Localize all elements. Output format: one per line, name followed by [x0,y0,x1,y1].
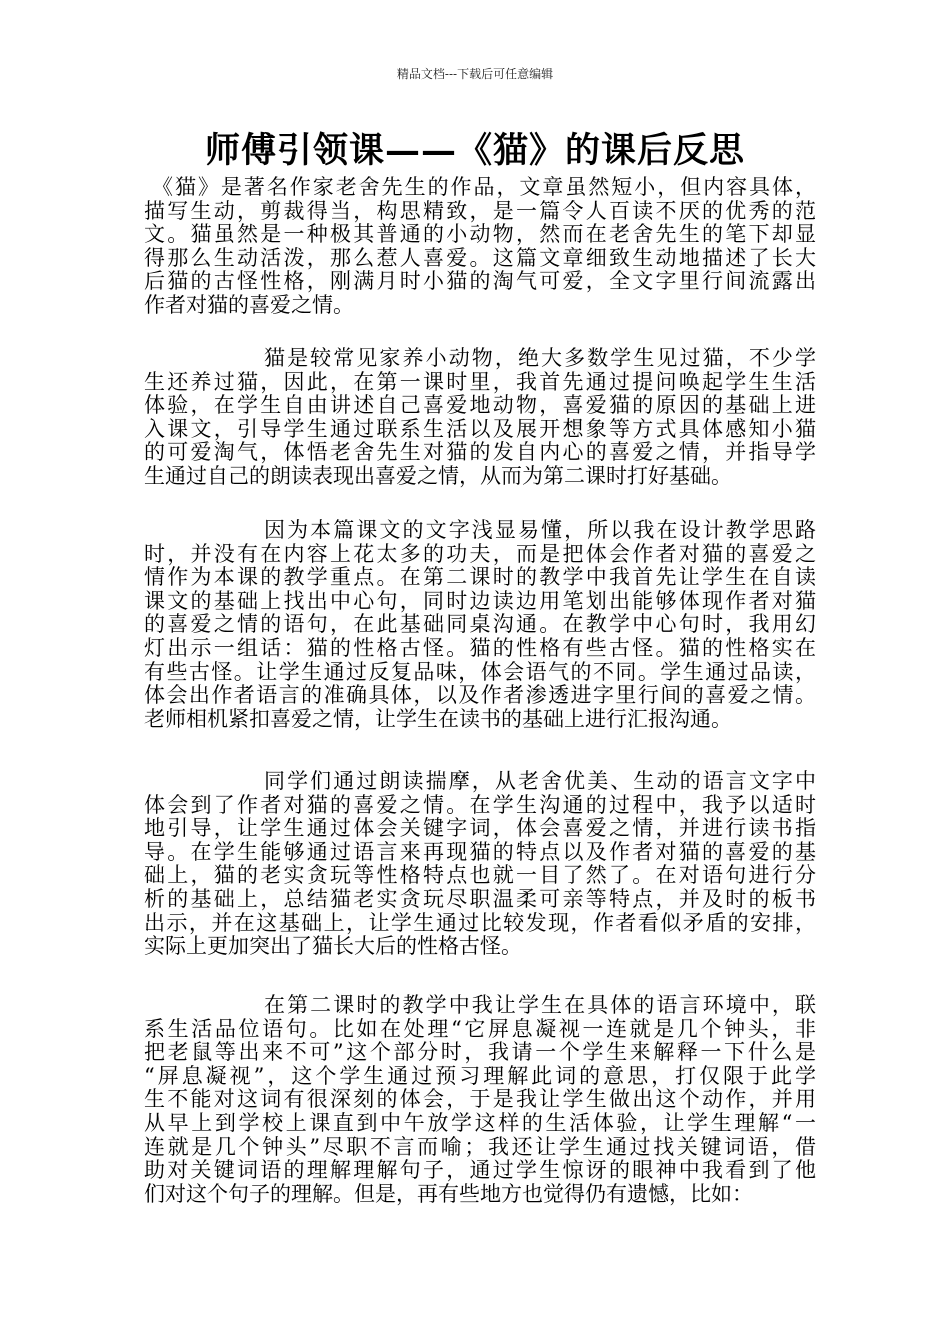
page-header: 精品文档---下载后可任意编辑 [396,67,554,81]
paragraph-line: 猫是较常见家养小动物，绝大多数学生见过猫，不少学 [264,346,816,370]
paragraph-line: 助对关键词语的理解理解句子，通过学生惊讶的眼神中我看到了他 [144,1158,816,1183]
paragraph-line: 导。在学生能够通过语言来再现猫的特点以及作者对猫的喜爱的基 [144,839,816,864]
paragraph-line: 生不能对这词有很深刻的体会，于是我让学生做出这个动作，并用 [144,1087,816,1112]
paragraph-line: 作者对猫的喜爱之情。 [144,292,354,317]
paragraph-2 [144,347,816,489]
paragraph-line: 课文的基础上找出中心句，同时边读边用笔划出能够体现作者对猫 [144,588,816,613]
paragraph-line: 体会到了作者对猫的喜爱之情。在学生沟通的过程中，我予以适时 [144,792,816,817]
paragraph-line: 灯出示一组话：猫的性格古怪。猫的性格有些古怪。猫的性格实在 [144,635,816,660]
paragraph-line: 《猫》是著名作家老舍先生的作品，文章虽然短小，但内容具体， [152,175,816,199]
paragraph-line: 有些古怪。让学生通过反复品味，体会语气的不同。学生通过品读， [144,659,816,684]
paragraph-line: 时，并没有在内容上花太多的功夫，而是把体会作者对猫的喜爱之 [144,541,816,566]
paragraph-line: 系生活品位语句。比如在处理“它屏息凝视一连就是几个钟头，非 [144,1016,816,1041]
paragraph-3 [144,519,816,731]
paragraph-line: 的可爱淘气，体悟老舍先生对猫的发自内心的喜爱之情，并指导学 [144,440,816,465]
paragraph-line: 从早上到学校上课直到中午放学这样的生活体验，让学生理解“一 [144,1110,816,1135]
paragraph-line: 地引导，让学生通过体会关键字词，体会喜爱之情，并进行读书指 [144,816,816,841]
paragraph-1 [144,176,816,318]
paragraph-line: “屏息凝视”，这个学生通过预习理解此词的意思，打仅限于此学 [144,1063,816,1088]
paragraph-line: 出示，并在这基础上，让学生通过比较发现，作者看似矛盾的安排， [144,910,816,935]
paragraph-line: 连就是几个钟头”尽职不言而喻；我还让学生通过找关键词语，借 [144,1134,816,1159]
paragraph-line: 得那么生动活泼，那么惹人喜爱。这篇文章细致生动地描述了长大 [144,245,816,270]
paragraph-line: 因为本篇课文的文字浅显易懂，所以我在设计教学思路 [264,518,816,542]
paragraph-line: 在第二课时的教学中我让学生在具体的语言环境中，联 [264,993,816,1017]
paragraph-line: 础上，猫的老实贪玩等性格特点也就一目了然了。在对语句进行分 [144,863,816,888]
paragraph-line: 文。猫虽然是一种极其普通的小动物，然而在老舍先生的笔下却显 [144,222,816,247]
paragraph-line: 把老鼠等出来不可”这个部分时，我请一个学生来解释一下什么是 [144,1040,816,1065]
paragraph-5 [144,994,816,1206]
paragraph-line: 情作为本课的教学重点。在第二课时的教学中我首先让学生在自读 [144,565,816,590]
paragraph-line: 后猫的古怪性格，刚满月时小猫的淘气可爱，全文字里行间流露出 [144,269,816,294]
paragraph-line: 生还养过猫，因此，在第一课时里，我首先通过提问唤起学生生活 [144,369,816,394]
paragraph-line: 体验，在学生自由讲述自己喜爱地动物，喜爱猫的原因的基础上进 [144,393,816,418]
paragraph-line: 实际上更加突出了猫长大后的性格古怪。 [144,934,522,959]
paragraph-line: 体会出作者语言的准确具体，以及作者渗透进字里行间的喜爱之情。 [144,683,816,708]
paragraph-line: 的喜爱之情的语句，在此基础同桌沟通。在教学中心句时，我用幻 [144,612,816,637]
paragraph-line: 析的基础上，总结猫老实贪玩尽职温柔可亲等特点，并及时的板书 [144,886,816,911]
paragraph-4 [144,770,816,959]
paragraph-line: 老师相机紧扣喜爱之情，让学生在读书的基础上进行汇报沟通。 [144,706,732,731]
paragraph-line: 描写生动，剪裁得当，构思精致，是一篇令人百读不厌的优秀的范 [144,198,816,223]
document-title: 师傅引领课——《猫》的课后反思 [204,130,745,171]
paragraph-line: 入课文，引导学生通过联系生活以及展开想象等方式具体感知小猫 [144,416,816,441]
paragraph-line: 生通过自己的朗读表现出喜爱之情，从而为第二课时打好基础。 [144,463,732,488]
paragraph-line: 同学们通过朗读揣摩，从老舍优美、生动的语言文字中 [264,769,816,793]
paragraph-line: 们对这个句子的理解。但是，再有些地方也觉得仍有遗憾，比如： [144,1181,753,1206]
